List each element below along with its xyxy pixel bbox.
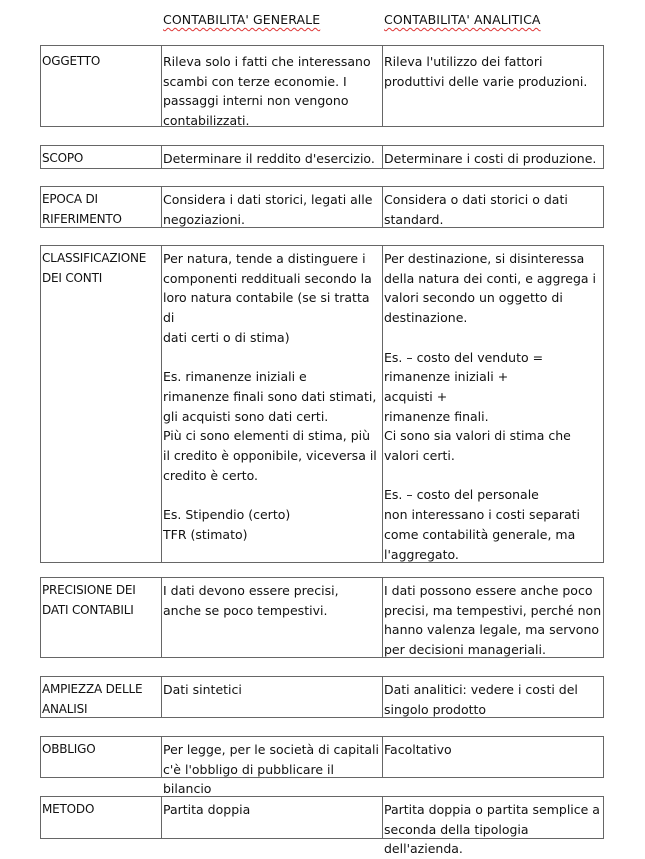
header-analitica-text: CONTABILITA' ANALITICA [384,12,541,27]
analitica-text: Per destinazione, si disinteressa della natura dei conti, e aggrega i valori secondo un oggetto di destinazione. Es. – costo del venduto = rimanenze iniziali + acquisti + rimanenze finali. Ci sono sia valori di stima che valori certi. Es. – costo del personale non interessano i costi separati come contabilità generale, ma l'aggregato. [384,251,597,562]
row-precisione-dei-dati-contabili [40,577,604,658]
header-contabilita-analitica [384,12,541,27]
analitica-text: Partita doppia o partita semplice a seconda della tipologia dell'azienda. [384,802,600,857]
header-generale-text: CONTABILITA' GENERALE [163,12,321,27]
generale-cell [162,246,383,562]
row-classificazione-dei-conti [40,245,604,563]
row-ampiezza-delle-analisi [40,676,604,718]
analitica-text: Determinare i costi di produzione. [384,151,597,166]
label-cell [41,187,162,227]
generale-text: I dati devono essere precisi, anche se poco tempestivi. [163,583,339,618]
analitica-cell [383,677,603,717]
analitica-text: Considera o dati storici o dati standard. [384,192,568,227]
generale-text: Determinare il reddito d'esercizio. [163,151,375,166]
analitica-cell [383,246,603,562]
analitica-cell [383,797,603,857]
analitica-cell [383,146,603,168]
generale-cell [162,677,383,717]
generale-cell [162,737,383,797]
label-cell [41,677,162,717]
label-cell [41,797,162,838]
generale-cell [162,46,383,129]
row-label: EPOCA DI RIFERIMENTO [42,192,122,226]
label-cell [41,246,162,562]
row-scopo [40,145,604,169]
label-cell [41,146,162,168]
row-metodo [40,796,604,857]
row-label: CLASSIFICAZIONE DEI CONTI [42,251,147,285]
row-label: OBBLIGO [42,742,96,756]
generale-text: Dati sintetici [163,682,242,697]
analitica-text: Dati analitici: vedere i costi del singolo prodotto [384,682,578,717]
analitica-cell [383,46,603,126]
analitica-cell [383,737,603,777]
label-cell [41,737,162,777]
label-cell [41,578,162,657]
row-oggetto [40,45,604,127]
analitica-text: Rileva l'utilizzo dei fattori produttivi delle varie produzioni. [384,54,588,89]
row-label: OGGETTO [42,54,101,68]
header-contabilita-generale [163,12,320,27]
row-label: SCOPO [42,151,84,165]
generale-text: Per natura, tende a distinguere i componenti reddituali secondo la loro natura contabile (se si tratta di dati certi o di stima) Es. rimanenze iniziali e rimanenze finali sono dati stimati, gli acquisti sono dati certi. Più ci sono elementi di stima, più il credito è opponibile, viceversa il credito è certo. Es. Stipendio (certo) TFR (stimato) [163,251,377,542]
row-label: AMPIEZZA DELLE ANALISI [42,682,143,716]
row-obbligo [40,736,604,797]
generale-text: Rileva solo i fatti che interessano scambi con terze economie. I passaggi interni non vengono contabilizzati. [163,54,371,129]
generale-cell [162,578,383,657]
analitica-text: I dati possono essere anche poco precisi, ma tempestivi, perché non hanno valenza legale, ma servono per decisioni manageriali. [384,583,602,658]
analitica-text: Facoltativo [384,742,452,757]
row-label: PRECISIONE DEI DATI CONTABILI [42,583,136,617]
label-cell [41,46,162,126]
row-label: METODO [42,802,95,816]
generale-text: Partita doppia [163,802,251,817]
analitica-cell [383,578,603,657]
generale-text: Per legge, per le società di capitali c'è l'obbligo di pubblicare il bilancio [163,742,379,797]
generale-cell [162,797,383,838]
generale-text: Considera i dati storici, legati alle negoziazioni. [163,192,373,227]
generale-cell [162,146,383,168]
analitica-cell [383,187,603,227]
row-epoca-di-riferimento [40,186,604,228]
generale-cell [162,187,383,227]
